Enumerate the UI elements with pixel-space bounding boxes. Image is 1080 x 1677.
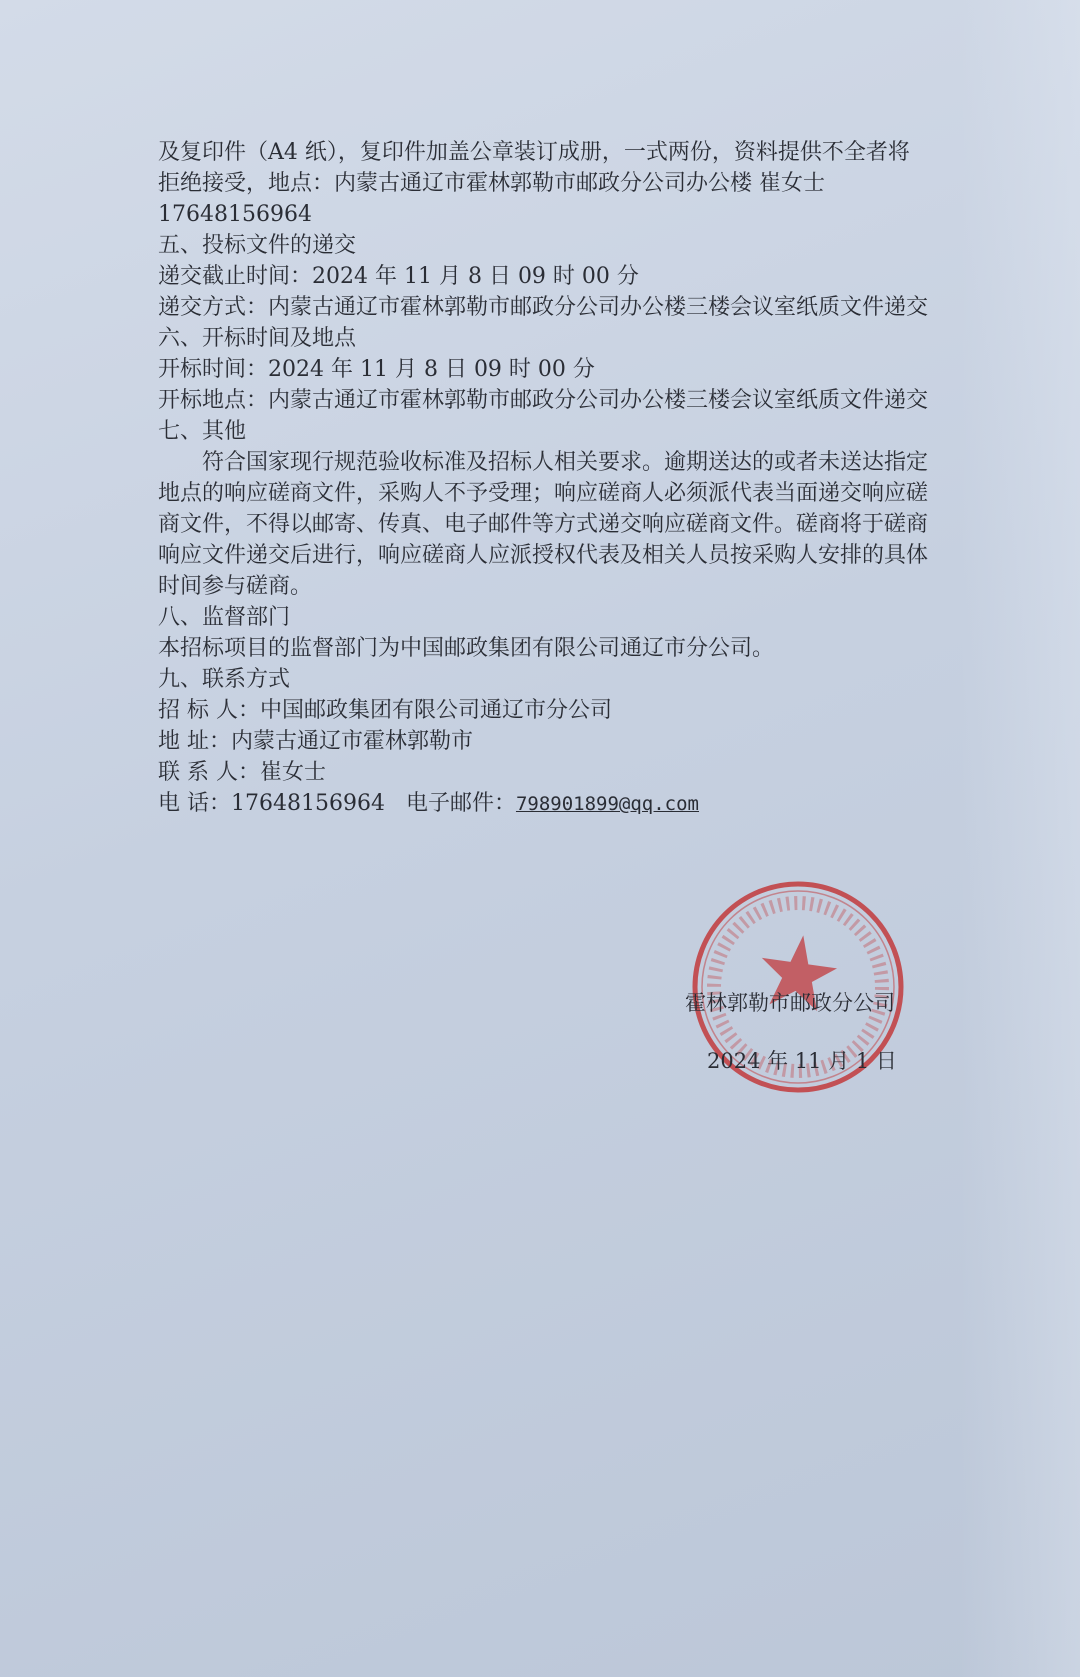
supervision-text: 本招标项目的监督部门为中国邮政集团有限公司通辽市分公司。 <box>158 636 775 661</box>
signature-block <box>685 875 925 1105</box>
opening-place: 开标地点：内蒙古通辽市霍林郭勒市邮政分公司办公楼三楼会议室纸质文件递交 <box>158 388 928 413</box>
contact-address <box>158 726 928 757</box>
text-line-1: 及复印件（A4 纸），复印件加盖公章装订成册，一式两份，资料提供不全者将 <box>158 140 910 165</box>
address-label: 地 址： <box>158 729 231 754</box>
document-body <box>158 137 928 819</box>
signature-organization: 霍林郭勒市邮政分公司 <box>685 991 895 1015</box>
contact-phone-email <box>158 788 928 819</box>
phone-label: 电 话： <box>158 791 231 816</box>
opening-time: 开标时间：2024 年 11 月 8 日 09 时 00 分 <box>158 357 595 382</box>
contact-person <box>158 757 928 788</box>
email-link[interactable]: 798901899@qq.com <box>515 793 699 815</box>
section-5-heading: 五、投标文件的递交 <box>158 233 357 258</box>
contact-tenderer <box>158 695 928 726</box>
section-8-heading: 八、监督部门 <box>158 605 291 630</box>
paper-shading <box>960 0 1080 1677</box>
signature-date: 2024 年 11 月 1 日 <box>707 1049 897 1073</box>
email-label: 电子邮件： <box>405 791 516 816</box>
submission-method: 递交方式：内蒙古通辽市霍林郭勒市邮政分公司办公楼三楼会议室纸质文件递交 <box>158 295 928 320</box>
section-7-paragraph: 符合国家现行规范验收标准及招标人相关要求。逾期送达的或者未送达指定地点的响应磋商文件，采购人不予受理；响应磋商人必须派代表当面递交响应磋商文件，不得以邮寄、传真、电子邮件等方式递交响应磋商文件。磋商将于磋商响应文件递交后进行，响应磋商人应派授权代表及相关人员按采购人安排的具体时间参与磋商。 <box>158 450 929 599</box>
section-9-heading: 九、联系方式 <box>158 667 291 692</box>
phone-value: 17648156964 <box>231 791 385 816</box>
tenderer-value: 中国邮政集团有限公司通辽市分公司 <box>260 698 613 723</box>
section-6-heading: 六、开标时间及地点 <box>158 326 357 351</box>
submission-deadline: 递交截止时间：2024 年 11 月 8 日 09 时 00 分 <box>158 264 639 289</box>
section-7-heading: 七、其他 <box>158 419 247 444</box>
text-line-3: 17648156964 <box>158 202 312 227</box>
tenderer-label: 招 标 人： <box>158 698 260 723</box>
contact-label: 联 系 人： <box>158 760 260 785</box>
contact-value: 崔女士 <box>260 760 327 785</box>
address-value: 内蒙古通辽市霍林郭勒市 <box>231 729 474 754</box>
text-line-2: 拒绝接受，地点：内蒙古通辽市霍林郭勒市邮政分公司办公楼 崔女士 <box>158 171 825 196</box>
